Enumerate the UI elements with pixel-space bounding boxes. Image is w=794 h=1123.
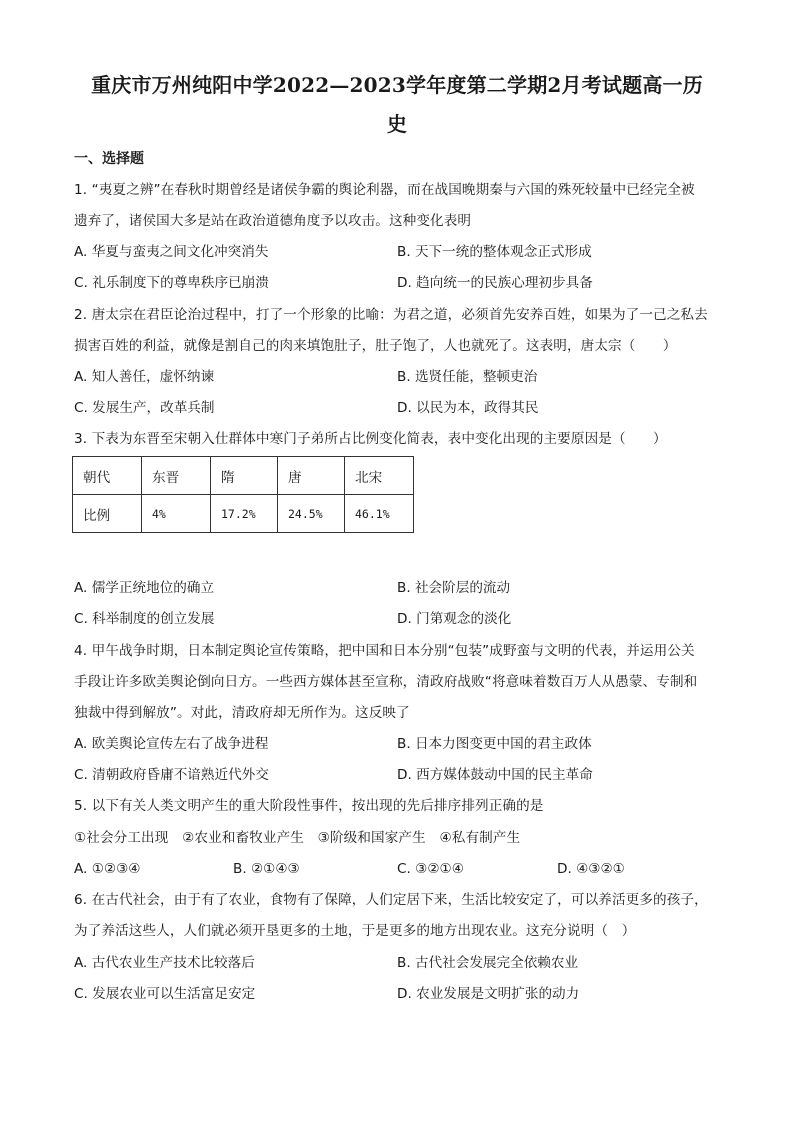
exam-title-line2: 史 (386, 112, 408, 136)
table-cell-dynasty: 东晋 (142, 457, 211, 495)
table-header-ratio: 比例 (73, 495, 142, 533)
q6-option-c: C. 发展农业可以生活富足安定 (74, 986, 256, 1002)
q3-option-c: C. 科举制度的创立发展 (74, 611, 215, 627)
q4-stem-line2: 手段让许多欧美舆论倒向日方。一些西方媒体甚至宣称，清政府战败“将意味着数百万人从愚蒙、专制和 (74, 674, 698, 690)
q3-data-table (72, 456, 414, 533)
q3-stem-line1: 3. 下表为东晋至宋朝入仕群体中寒门子弟所占比例变化简表，表中变化出现的主要原因是（ ） (74, 431, 667, 447)
q5-stem-line2: ①社会分工出现 ②农业和畜牧业产生 ③阶级和国家产生 ④私有制产生 (74, 830, 521, 846)
q4-option-a: A. 欧美舆论宣传左右了战争进程 (74, 736, 269, 752)
q1-option-c: C. 礼乐制度下的尊卑秩序已崩溃 (74, 275, 269, 291)
q5-option-b: B. ②①④③ (233, 861, 300, 877)
q4-option-c: C. 清朝政府昏庸不谙熟近代外交 (74, 767, 269, 783)
table-cell-ratio: 17.2% (211, 495, 278, 533)
q2-stem-line1: 2. 唐太宗在君臣论治过程中，打了一个形象的比喻：为君之道，必须首先安养百姓，如果为了一己之私去 (74, 307, 708, 323)
q4-stem-line1: 4. 甲午战争时期，日本制定舆论宣传策略，把中国和日本分别“包装”成野蛮与文明的代表，并运用公关 (74, 643, 695, 659)
exam-title-line1: 重庆市万州纯阳中学2022—2023学年度第二学期2月考试题高一历 (91, 73, 703, 97)
q2-option-c: C. 发展生产，改革兵制 (74, 400, 215, 416)
table-row-ratio (73, 495, 414, 533)
q2-option-a: A. 知人善任，虚怀纳谏 (74, 369, 215, 385)
table-cell-dynasty: 唐 (278, 457, 345, 495)
exam-title (60, 66, 734, 144)
q6-option-b: B. 古代社会发展完全依赖农业 (397, 955, 579, 971)
q1-option-b: B. 天下一统的整体观念正式形成 (397, 244, 592, 260)
q4-stem-line3: 独裁中得到解放”。对此，清政府却无所作为。这反映了 (74, 705, 410, 721)
q3-option-d: D. 门第观念的淡化 (397, 611, 512, 627)
q5-option-c: C. ③②①④ (397, 861, 464, 877)
q1-option-a: A. 华夏与蛮夷之间文化冲突消失 (74, 244, 269, 260)
q2-option-d: D. 以民为本，政得其民 (397, 400, 539, 416)
q4-option-d: D. 西方媒体鼓动中国的民主革命 (397, 767, 593, 783)
q5-option-a: A. ①②③④ (74, 861, 141, 877)
q1-option-d: D. 趋向统一的民族心理初步具备 (397, 275, 593, 291)
q1-stem-line2: 遗弃了，诸侯国大多是站在政治道德角度予以攻击。这种变化表明 (74, 213, 472, 229)
table-header-dynasty: 朝代 (73, 457, 142, 495)
table-row-dynasty (73, 457, 414, 495)
q3-option-a: A. 儒学正统地位的确立 (74, 580, 215, 596)
q6-option-d: D. 农业发展是文明扩张的动力 (397, 986, 580, 1002)
q4-option-b: B. 日本力图变更中国的君主政体 (397, 736, 592, 752)
q5-option-d: D. ④③②① (557, 861, 625, 877)
q6-stem-line2: 为了养活这些人，人们就必须开垦更多的土地，于是更多的地方出现农业。这充分说明（ ） (74, 923, 636, 939)
table-cell-ratio: 24.5% (278, 495, 345, 533)
q6-option-a: A. 古代农业生产技术比较落后 (74, 955, 255, 971)
table-cell-dynasty: 隋 (211, 457, 278, 495)
q2-stem-line2: 损害百姓的利益，就像是割自己的肉来填饱肚子，肚子饱了，人也就死了。这表明，唐太宗（ ） (74, 338, 677, 354)
table-cell-ratio: 4% (142, 495, 211, 533)
q5-stem-line1: 5. 以下有关人类文明产生的重大阶段性事件，按出现的先后排序排列正确的是 (74, 798, 544, 814)
table-cell-dynasty: 北宋 (345, 457, 414, 495)
q3-option-b: B. 社会阶层的流动 (397, 580, 511, 596)
table-cell-ratio: 46.1% (345, 495, 414, 533)
q2-option-b: B. 选贤任能，整顿吏治 (397, 369, 538, 385)
q1-stem-line1: 1. “夷夏之辨”在春秋时期曾经是诸侯争霸的舆论利器，而在战国晚期秦与六国的殊死较量中已经完全被 (74, 182, 695, 198)
q6-stem-line1: 6. 在古代社会，由于有了农业，食物有了保障，人们定居下来，生活比较安定了，可以养活更多的孩子， (74, 892, 708, 908)
section-heading: 一、选择题 (74, 151, 144, 167)
